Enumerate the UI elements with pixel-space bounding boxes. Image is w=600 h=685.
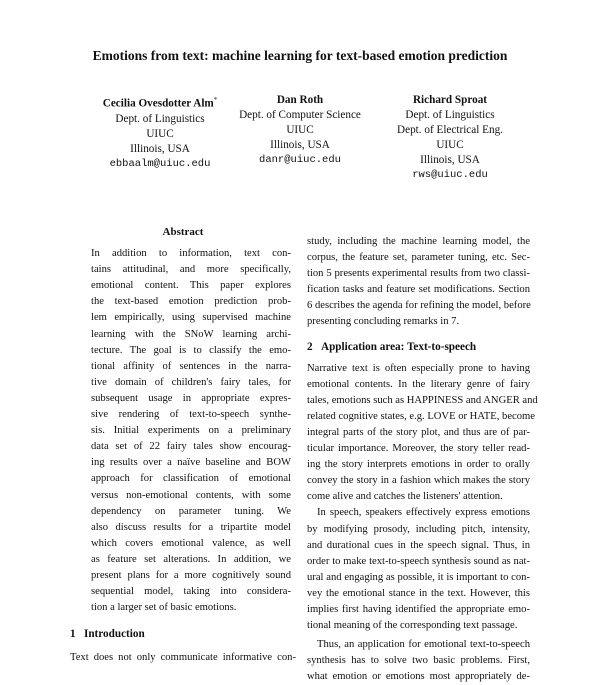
section-number: 2	[307, 340, 313, 353]
body-line: Narrative text is often especially prone to having	[307, 362, 530, 374]
abstract-line: sis. Initial experiments on a preliminary	[91, 425, 291, 437]
author-affiliation: UIUC	[436, 139, 464, 151]
abstract-line: which covers emotional valence, as well	[91, 537, 291, 549]
author-footnote-mark: *	[213, 96, 218, 104]
body-line: ing the story interprets emotions in order to orally	[307, 459, 530, 471]
body-line: fication tasks and feature set modifications. Section	[307, 284, 530, 296]
abstract-body	[70, 246, 291, 616]
abstract-line: sequential model, taking into considera-	[91, 586, 291, 598]
body-line: Thus, an application for emotional text-to-speech	[317, 639, 530, 651]
body-line: come alive and catches the listeners' attention.	[307, 491, 503, 503]
author-affiliation: UIUC	[146, 127, 174, 140]
intro-heading	[70, 626, 296, 644]
abstract-line: tains attitudinal, and more specifically,	[91, 264, 291, 276]
abstract-line: sive rendering of text-to-speech synthe-	[91, 409, 291, 421]
body-line: study, including the machine learning model, the	[307, 236, 530, 247]
right-column	[307, 234, 538, 685]
abstract-line: ing results over a naïve baseline and BOW	[91, 457, 291, 469]
body-line: presenting concluding remarks in 7.	[307, 316, 460, 328]
author-affiliation: Dept. of Electrical Eng.	[397, 124, 503, 136]
section-title: Application area: Text-to-speech	[320, 340, 477, 353]
author-name: Richard Sproat	[412, 94, 488, 106]
section2-heading	[307, 339, 530, 361]
abstract-line: versus non-emotional contents, with some	[91, 489, 291, 501]
body-line: vey the emotional stance in the text. However, this	[307, 587, 530, 599]
author-affiliation: Dept. of Computer Science	[239, 109, 361, 121]
body-line: tional meaning of the corresponding text passage.	[307, 620, 518, 632]
author-block-3	[380, 93, 520, 183]
author-affiliation: Dept. of Linguistics	[405, 109, 495, 121]
body-line: order to make text-to-speech synthesis sound as nat-	[307, 555, 530, 567]
abstract-line: present plans for a more cognitively sound	[91, 569, 291, 581]
abstract-line: subsequent usage in appropriate expres-	[91, 392, 291, 404]
abstract-line: tion a larger set of basic emotions.	[91, 602, 237, 614]
author-email[interactable]: rws@uiuc.edu	[412, 169, 488, 181]
abstract-line: approach for classification of emotional	[91, 473, 291, 485]
abstract-line: also discuss results for a tripartite model	[91, 521, 291, 533]
abstract-line: tecture. The goal is to classify the emo-	[91, 344, 291, 356]
abstract-line: In addition to information, text con-	[91, 248, 291, 260]
abstract-line: the text-based emotion prediction prob-	[91, 296, 291, 308]
abstract-heading: Abstract	[162, 226, 204, 238]
author-email[interactable]: danr@uiuc.edu	[259, 154, 341, 166]
body-line: by modifying prosody, including pitch, intensity,	[307, 523, 530, 535]
abstract-line: tional affinity of sentences in the narra-	[91, 360, 291, 372]
body-line: implies first having identified the appropriate emo-	[307, 603, 530, 615]
body-line: corpus, the feature set, parameter tuning, etc. Sec-	[307, 252, 530, 264]
author-block-2	[222, 93, 378, 168]
body-line: synthesis has to solve two basic problems. First,	[307, 655, 530, 667]
section-title: Introduction	[83, 628, 145, 641]
abstract-line: emotional content. This paper explores	[91, 280, 291, 292]
section-number: 1	[70, 628, 76, 641]
author-affiliation: Dept. of Linguistics	[115, 112, 205, 125]
body-line: ural and engaging as possible, it is important to con-	[307, 571, 530, 583]
abstract-line: dependency on parameter tuning. We	[91, 505, 291, 517]
author-affiliation: Illinois, USA	[420, 154, 480, 166]
author-affiliation: Illinois, USA	[130, 142, 190, 155]
body-line: integral parts of the story plot, and thus are of par-	[307, 426, 530, 438]
author-block-1	[80, 93, 240, 172]
author-name: Cecilia Ovesdotter Alm	[102, 97, 214, 110]
body-line: what emotion or emotions most appropriately de-	[307, 671, 530, 683]
author-affiliation: UIUC	[286, 124, 314, 136]
abstract-line: learning with the SNoW learning archi-	[91, 328, 291, 340]
paper-title: Emotions from text: machine learning for text-based emotion prediction	[92, 48, 508, 63]
body-line: In speech, speakers effectively express emotions	[317, 507, 530, 519]
abstract-line: lem empirically, using supervised machine	[91, 312, 291, 324]
body-line: ticular importance. Moreover, the story teller read-	[307, 443, 530, 455]
body-line: tion 5 presents experimental results from two classi-	[307, 268, 530, 280]
body-line: convey the story in a fashion which makes the story	[307, 475, 530, 487]
body-line: related cognitive states, e.g. LOVE or HATE, become	[307, 410, 535, 422]
body-line: emotional contents. In the literary genre of fairy	[307, 378, 530, 390]
author-affiliation: Illinois, USA	[270, 139, 330, 151]
abstract-line: as feature set alterations. In addition, we	[91, 553, 291, 565]
body-line: 6 describes the agenda for refining the model, before	[307, 300, 531, 312]
author-name: Dan Roth	[276, 94, 324, 106]
abstract-line: tive domain of children's fairy tales, for	[91, 376, 291, 388]
intro-line: Text does not only communicate informative con-	[70, 652, 296, 664]
body-line: and durational cues in the speech signal. Thus, in	[307, 539, 530, 551]
author-email[interactable]: ebbaalm@uiuc.edu	[109, 157, 211, 170]
abstract-line: data set of 22 fairy tales show encourag-	[91, 441, 291, 453]
body-line: tales, emotions such as HAPPINESS and ANGER and	[307, 394, 538, 406]
